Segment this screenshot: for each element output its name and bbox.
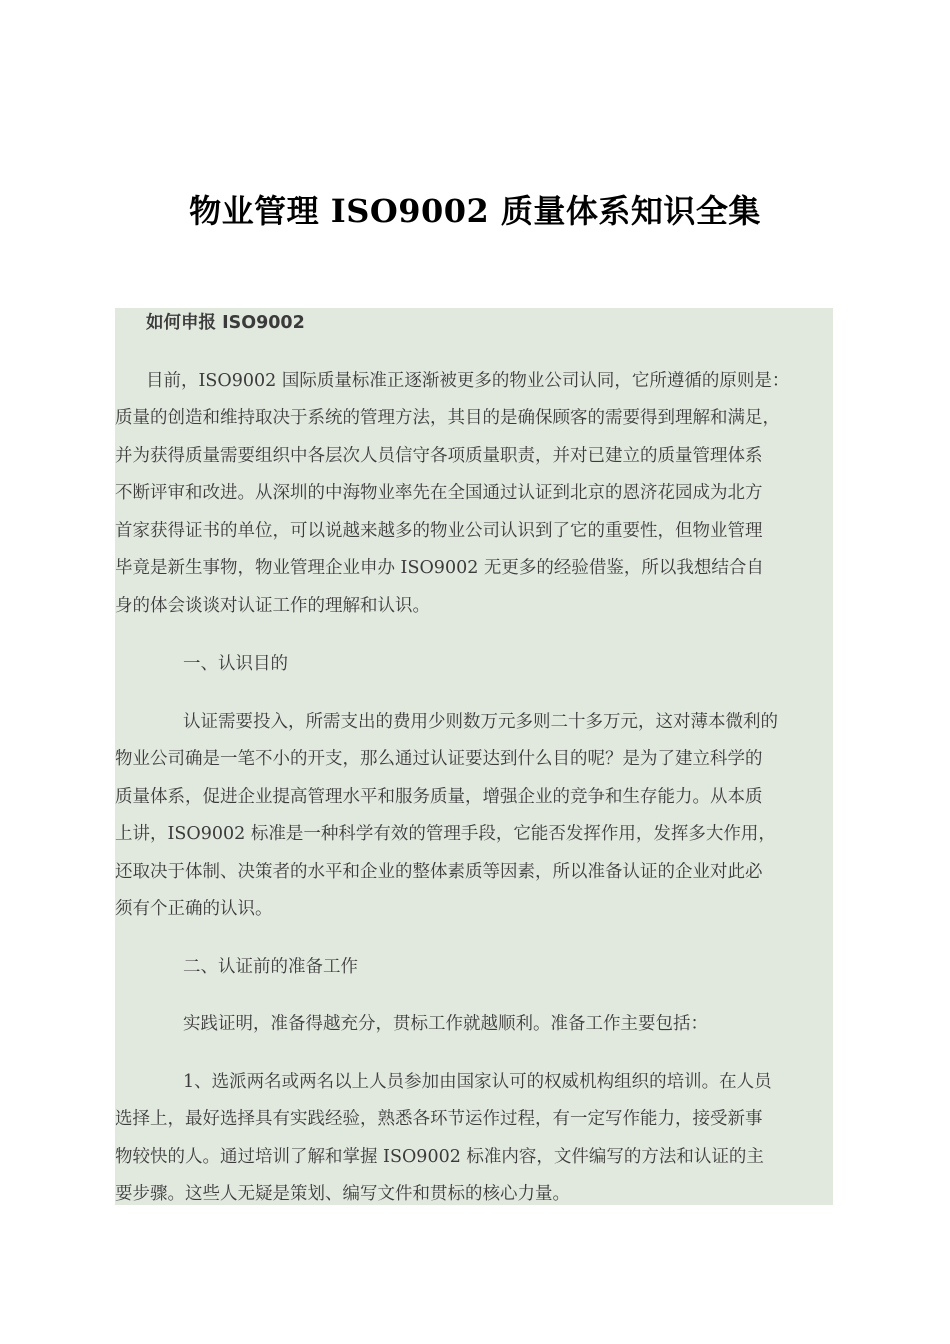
paragraph-line: 选择上，最好选择具有实践经验，熟悉各环节运作过程，有一定写作能力，接受新事 — [115, 1109, 763, 1129]
paragraph-line: 物较快的人。通过培训了解和掌握 ISO9002 标准内容，文件编写的方法和认证的主 — [115, 1147, 764, 1167]
paragraph-line: 上讲，ISO9002 标准是一种科学有效的管理手段，它能否发挥作用，发挥多大作用， — [115, 824, 776, 844]
section-heading: 如何申报 ISO9002 — [146, 313, 305, 333]
document-title: 物业管理 ISO9002 质量体系知识全集 — [189, 192, 761, 230]
paragraph-line: 目前，ISO9002 国际质量标准正逐渐被更多的物业公司认同，它所遵循的原则是： — [146, 371, 790, 391]
paragraph-line: 要步骤。这些人无疑是策划、编写文件和贯标的核心力量。 — [115, 1184, 570, 1204]
subheading-1: 一、认识目的 — [183, 654, 288, 674]
paragraph-line: 毕竟是新生事物，物业管理企业申办 ISO9002 无更多的经验借鉴，所以我想结合自 — [115, 558, 764, 578]
paragraph-line: 质量的创造和维持取决于系统的管理方法，其目的是确保顾客的需要得到理解和满足， — [115, 408, 780, 428]
content-area — [115, 308, 833, 1205]
paragraph-line: 须有个正确的认识。 — [115, 899, 273, 919]
paragraph-line: 1、选派两名或两名以上人员参加由国家认可的权威机构组织的培训。在人员 — [183, 1072, 772, 1092]
paragraph-line: 质量体系，促进企业提高管理水平和服务质量，增强企业的竞争和生存能力。从本质 — [115, 787, 763, 807]
paragraph-line: 并为获得质量需要组织中各层次人员信守各项质量职责，并对已建立的质量管理体系 — [115, 446, 763, 466]
paragraph-line: 认证需要投入，所需支出的费用少则数万元多则二十多万元，这对薄本微利的 — [183, 712, 778, 732]
subheading-2: 二、认证前的准备工作 — [183, 957, 358, 977]
paragraph-line: 物业公司确是一笔不小的开支，那么通过认证要达到什么目的呢？是为了建立科学的 — [115, 749, 763, 769]
paragraph-line: 实践证明，准备得越充分，贯标工作就越顺利。准备工作主要包括： — [183, 1014, 708, 1034]
paragraph-line: 身的体会谈谈对认证工作的理解和认识。 — [115, 596, 430, 616]
paragraph-line: 还取决于体制、决策者的水平和企业的整体素质等因素，所以准备认证的企业对此必 — [115, 862, 763, 882]
paragraph-line: 首家获得证书的单位，可以说越来越多的物业公司认识到了它的重要性，但物业管理 — [115, 521, 763, 541]
paragraph-line: 不断评审和改进。从深圳的中海物业率先在全国通过认证到北京的恩济花园成为北方 — [115, 483, 763, 503]
